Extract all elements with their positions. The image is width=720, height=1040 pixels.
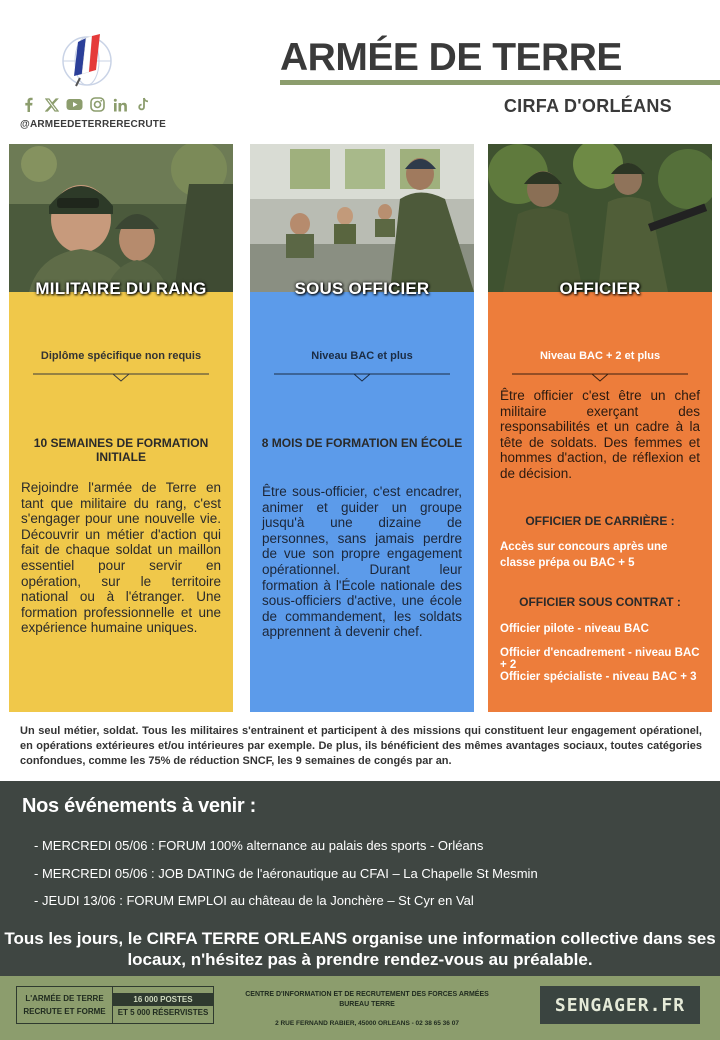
contract-item: Officier pilote - niveau BAC <box>500 623 649 635</box>
column-officier <box>488 144 712 712</box>
event-item: - JEUDI 13/06 : FORUM EMPLOI au château de la Jonchère – St Cyr en Val <box>34 893 474 908</box>
photo-classroom <box>250 144 474 292</box>
events-section <box>0 781 720 976</box>
column-title: SOUS OFFICIER <box>294 279 430 298</box>
youtube-icon[interactable] <box>66 96 83 113</box>
divider-chevron <box>274 372 450 384</box>
page-title: ARMÉE DE TERRE <box>280 36 622 79</box>
recruitment-badge <box>16 986 214 1024</box>
career-heading: OFFICIER DE CARRIÈRE : <box>525 514 675 528</box>
column-title: MILITAIRE DU RANG <box>35 279 207 298</box>
social-handle[interactable]: @ARMEEDETERRERECRUTE <box>20 119 166 130</box>
instagram-icon[interactable] <box>89 96 106 113</box>
cirfa-bureau: BUREAU TERRE <box>339 1001 395 1008</box>
events-title: Nos événements à venir : <box>22 795 257 817</box>
column-militaire-du-rang <box>9 144 233 712</box>
facebook-icon[interactable] <box>20 96 37 113</box>
badge-line: RECRUTE ET FORME <box>23 1007 106 1016</box>
badge-line: ET 5 000 RÉSERVISTES <box>117 1008 209 1017</box>
contract-heading: OFFICIER SOUS CONTRAT : <box>519 595 681 609</box>
linkedin-icon[interactable] <box>112 96 129 113</box>
event-item: - MERCREDI 05/06 : FORUM 100% alternance au palais des sports - Orléans <box>34 838 484 853</box>
divider-chevron <box>512 372 688 384</box>
title-underline <box>280 80 720 85</box>
training-heading: 8 MOIS DE FORMATION EN ÉCOLE <box>261 436 463 450</box>
cirfa-name: CENTRE D'INFORMATION ET DE RECRUTEMENT DES FORCES ARMÉES <box>245 991 489 998</box>
page-subtitle: CIRFA D'ORLÉANS <box>503 96 672 116</box>
divider-chevron <box>33 372 209 384</box>
column-description: Rejoindre l'armée de Terre en tant que militaire du rang, c'est s'engager pour une nouvelle vie. Découvrir un métier d'action qui fait de chaque soldat un maillon essentiel pour servir en opération, sur le territoire national ou à l'étranger. Une formation professionnelle et une expérience humaine uniques. <box>21 480 221 636</box>
badge-line: L'ARMÉE DE TERRE <box>25 994 104 1003</box>
career-text: Accès sur concours après une classe prépa ou BAC + 5 <box>500 541 668 569</box>
tiktok-icon[interactable] <box>135 96 152 113</box>
footer <box>0 976 720 1040</box>
cirfa-address: 2 RUE FERNAND RABIER, 45000 ORLEANS - 02 38 65 36 07 <box>275 1020 459 1027</box>
photo-forest-soldiers <box>488 144 712 292</box>
contract-item: Officier d'encadrement - niveau BAC + 2 <box>500 647 700 671</box>
photo-soldiers-laughing <box>9 144 233 292</box>
call-to-action: Tous les jours, le CIRFA TERRE ORLEANS organise une information collective dans ses locaux, n'hésitez pas à prendre rendez-vous au préalable. <box>4 929 716 969</box>
requirement-label: Niveau BAC + 2 et plus <box>539 350 661 362</box>
intro-paragraph: Un seul métier, soldat. Tous les militaires s'entrainent et participent à des missions qui constituent leur engagement opérationel, en opérations extérieures et/ou intérieures par exemple. De plus, ils bénéficient des mêmes avantages sociaux, toutes catégories confondues, comme les 75% de réduction SNCF, les 9 semaines de congés par an. <box>20 725 702 767</box>
column-description: Être officier c'est être un chef militaire exerçant des responsabilités et un cadre à la tête de soldats. Des femmes et hommes d'action, de réflexion et de décision. <box>500 388 700 481</box>
sengager-link[interactable]: SENGAGER.FR <box>540 986 700 1024</box>
column-description: Être sous-officier, c'est encadrer, animer et guider un groupe jusqu'à une dizaine de personnes, sans jamais perdre de vue son propre engagement opérationnel. Durant leur formation à l'École nationale des sous-officiers d'active, une école de commandement, les soldats apprennent à devenir chef. <box>262 484 462 640</box>
column-sous-officier <box>250 144 474 712</box>
social-links <box>20 96 152 113</box>
requirement-label: Diplôme spécifique non requis <box>40 350 202 362</box>
cirfa-info <box>232 990 502 1010</box>
event-item: - MERCREDI 05/06 : JOB DATING de l'aéronautique au CFAI – La Chapelle St Mesmin <box>34 866 538 881</box>
training-heading: 10 SEMAINES DE FORMATION INITIALE <box>33 436 209 464</box>
badge-line: 16 000 POSTES <box>113 993 213 1006</box>
armee-de-terre-logo <box>58 32 116 90</box>
x-icon[interactable] <box>43 96 60 113</box>
contract-item: Officier spécialiste - niveau BAC + 3 <box>500 671 697 683</box>
requirement-label: Niveau BAC et plus <box>311 350 413 362</box>
column-title: OFFICIER <box>559 279 641 298</box>
